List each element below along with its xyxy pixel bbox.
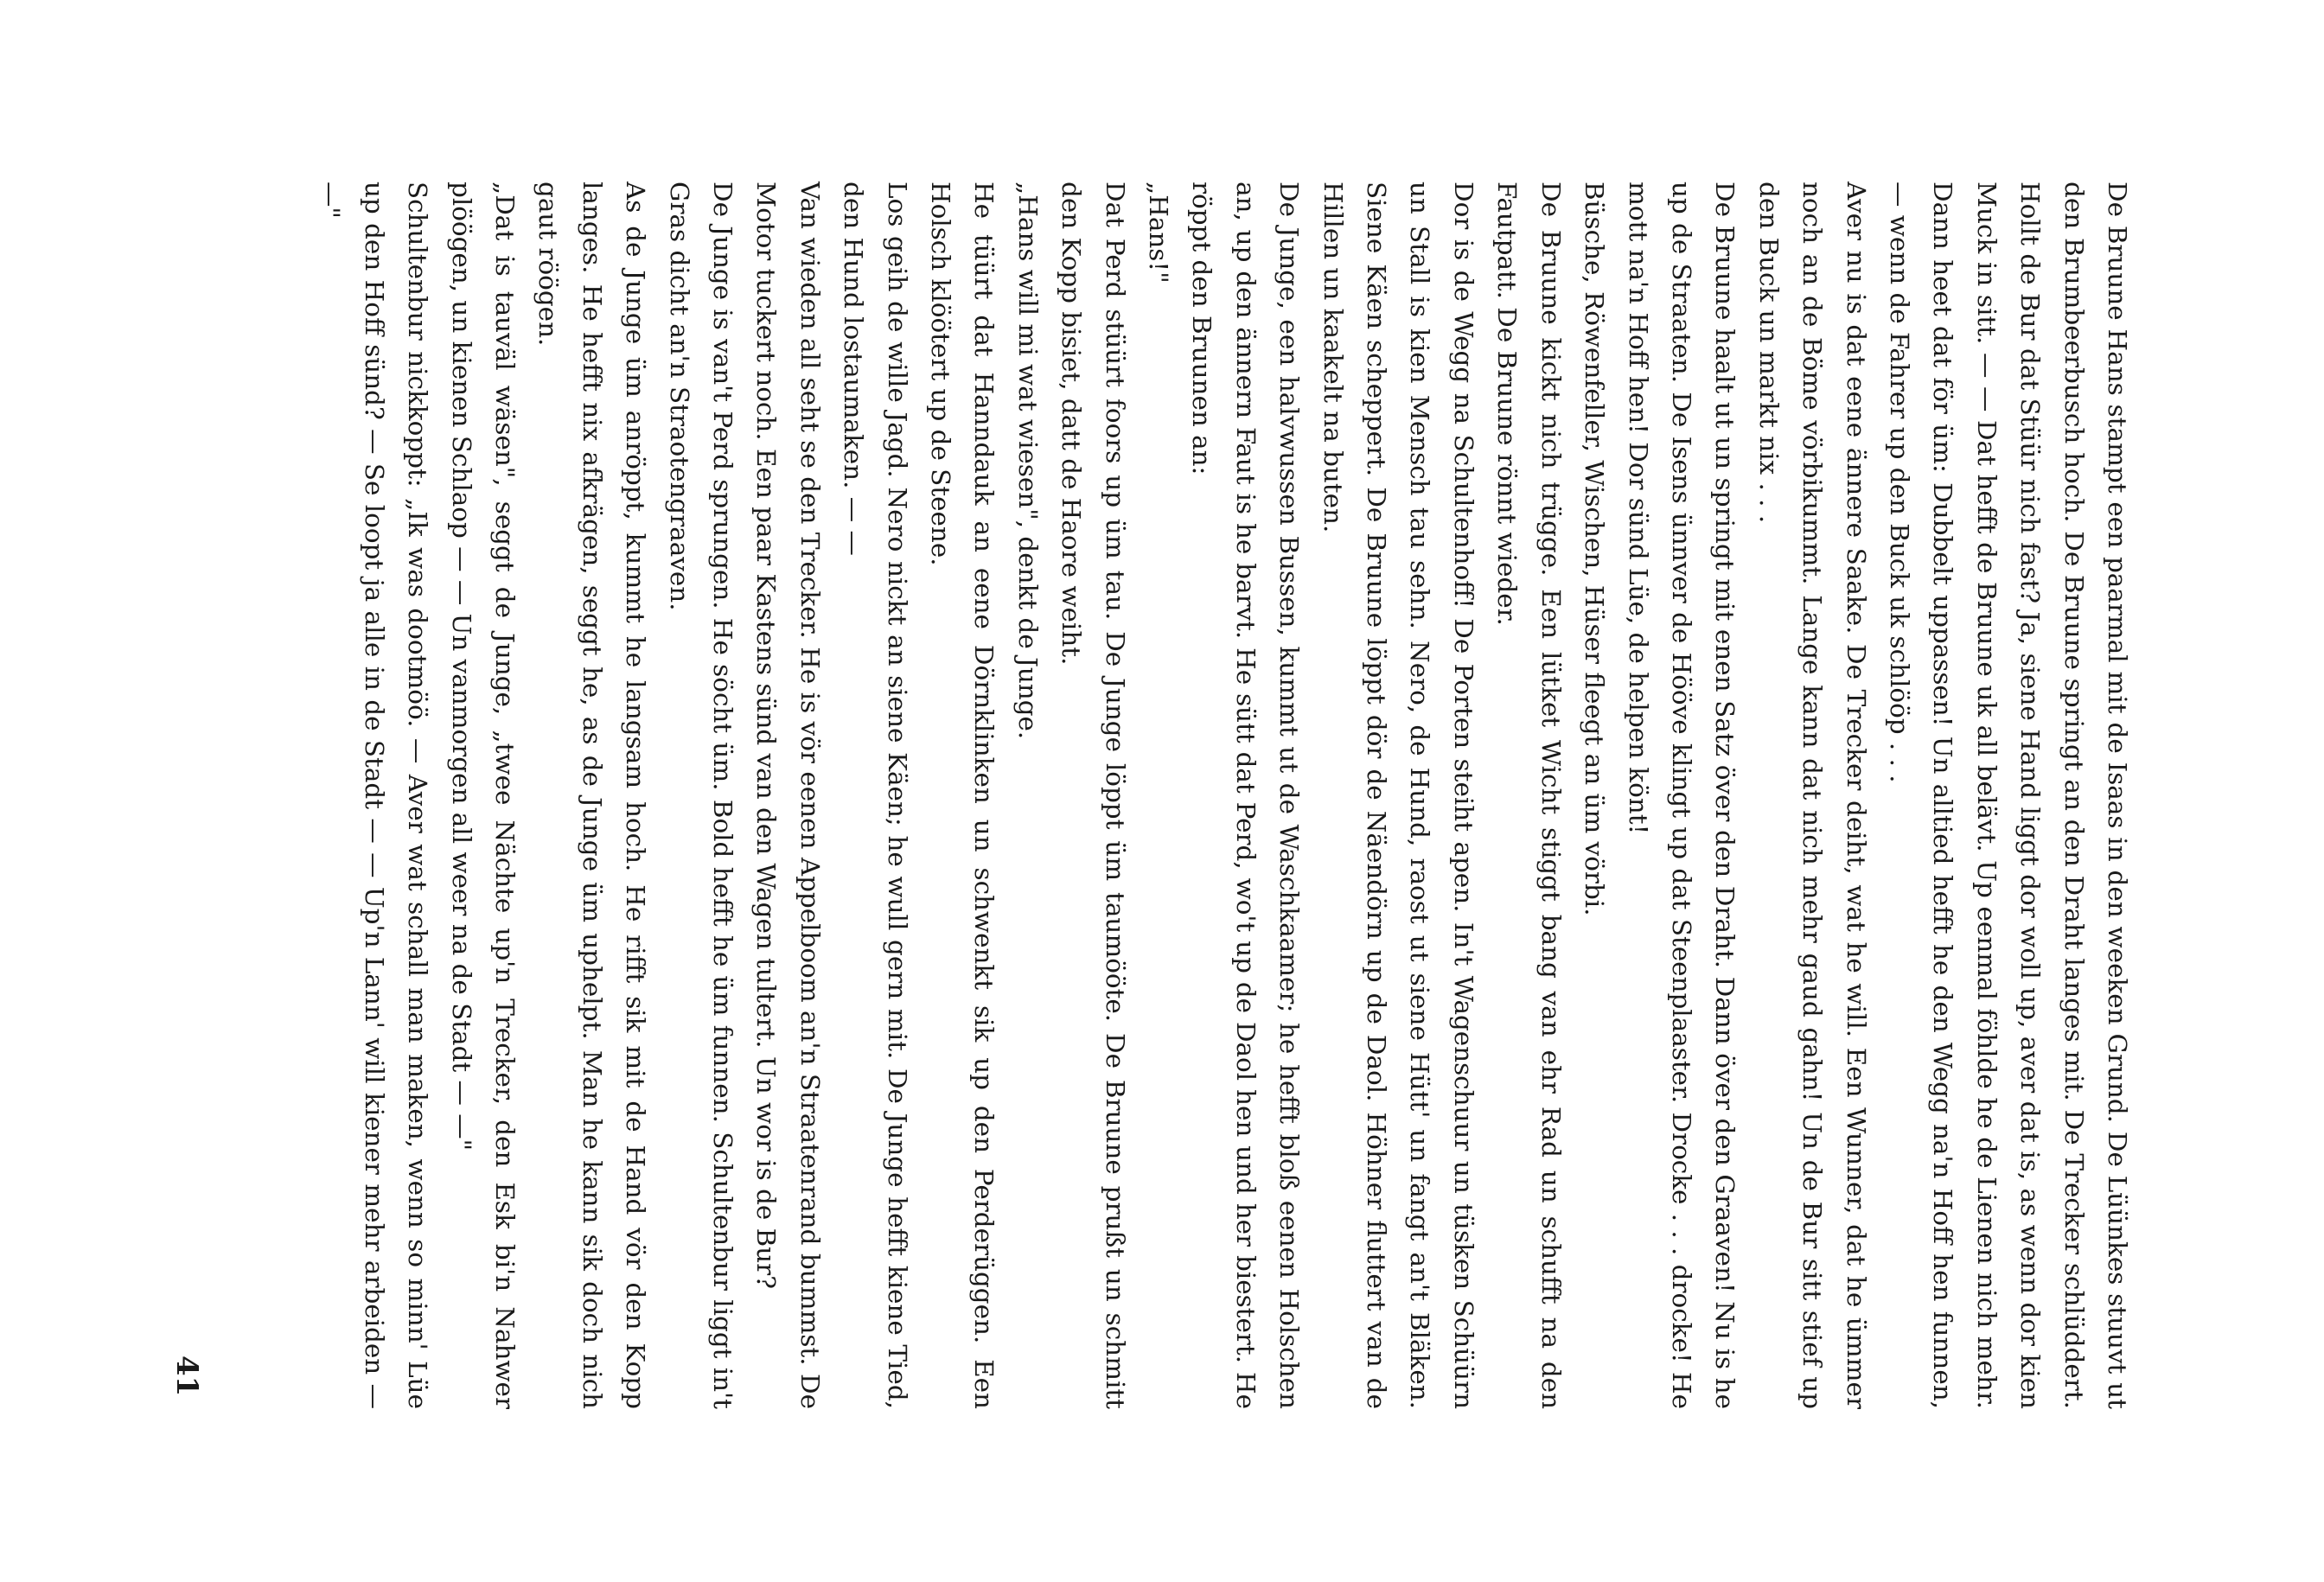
paragraph: As de Junge üm anröppt, kummt he langsam hoch. He rifft sik mit de Hand vör den Kopp langes. He hefft nix afkrägen, seggt he, as de Junge üm uphelpt. Man he kann sik doch nich gaut röögen. [533, 182, 651, 1409]
paragraph: He tüürt dat Hanndauk an eene Dörnklinken un schwenkt sik up den Perderüggen. Een Holsch klöötert up de Steene. [926, 182, 999, 1409]
paragraph: Los geih de wille Jagd. Nero nickt an siene Käen; he wull gern mit. De Junge hefft kiene Tied, den Hund lostaumaken. — — [839, 182, 912, 1409]
paragraph: „Hans will mi wat wiesen", denkt de Junge. [1012, 182, 1043, 740]
paragraph: Dat Perd stüürt foors up üm tau. De Junge löppt üm taumööte. De Bruune prußt un schmitt den Kopp bisiet, datt de Haore weiht. [1057, 182, 1130, 1409]
paragraph: De Bruune haalt ut un springt mit enen Satz över den Draht. Dann över den Graaven! Nu is he up de Straaten. De Isens ünnver de Hööve klingt up dat Steenplaaster. Drocke . . . drocke! He mott na'n Hoff hen! Dor sünd Lüe, de helpen könt! [1623, 182, 1740, 1409]
paragraph: Büsche, Röwenfeller, Wischen, Hüser fleegt an üm vörbi. [1580, 182, 1610, 916]
paragraph: Aver nu is dat eene ännere Saake. De Trecker deiht, wat he will. Een Wunner, dat he ümmer noch an de Böme vörbikummt. Lange kann dat nich mehr gaud gahn! Un de Bur sitt stief up den Buck un markt nix . . . [1753, 182, 1871, 1409]
paragraph: „Hans!" [1144, 182, 1174, 284]
page-number: 41 [169, 1356, 204, 1397]
paragraph: Dor is de Wegg na Schultenhoff! De Porten steiht apen. In't Wagenschuur un tüsken Schüürn un Stall is kien Mensch tau sehn. Nero, de Hund, raost ut siene Hütt' un fangt an't Bläken. Siene Käen scheppert. De Bruune löppt dör de Näendörn up de Daol. Höhner fluttert van de Hillen un kaakelt na buten. [1318, 182, 1478, 1409]
paragraph: De Junge is van't Perd sprungen. He söcht üm. Bold hefft he üm funnen. Schultenbur liggt in't Gras dicht an'n Straotengraaven. [664, 182, 737, 1409]
paragraph: De Bruune Hans stampt een paarmal mit de Isaas in den weeken Grund. De Lüünkes stuuvt ut den Brumbeerbusch hoch. De Bruune springt an den Draht langes mit. De Trecker schlüddert. Hollt de Bur dat Stüür nich fast? Ja, siene Hand liggt dor woll up, aver dat is, as wenn dor kien Muck in sitt. — — Dat hefft de Bruune uk all belävt. Up eenmal föhlde he de Lienen nich mehr. Dann heet dat för üm: Dubbelt uppassen! Un alltied hefft he den Wegg na'n Hoff hen funnen, — wenn de Fahrer up den Buck uk schlööp . . . [1884, 182, 2132, 1409]
paragraph: „Dat is tauväl wäsen", seggt de Junge, „twee Nächte up'n Trecker, den Esk bi'n Nahwer plöögen, un kienen Schlaop — — Un vanmorgen all weer na de Stadt — —" [446, 182, 520, 1409]
paragraph: Van wieden all seht se den Trecker. He is vör eenen Appelboom an'n Straatenrand bummst. De Motor tuckert noch. Een paar Kastens sünd van den Wagen tultert. Un wor is de Bur? [751, 182, 825, 1409]
paragraph: De Junge, een halvwussen Bussen, kummt ut de Waschkaamer; he hefft bloß eenen Holschen an, up den ännern Faut is he barvt. He sütt dat Perd, wo't up de Daol hen und her biestert. He röppt den Bruunen an: [1187, 182, 1305, 1409]
story-text [221, 182, 2139, 1409]
paragraph: Schultenbur nickkoppt: „Ik was dootmöö. — Aver wat schall man maken, wenn so minn' Lüe up den Hoff sünd? — Se loopt ja alle in de Stadt — — Up'n Lann' will kiener mehr arbeiden — —" [316, 182, 433, 1409]
paragraph: De Bruune kickt nich trügge. Een lütket Wicht stiggt bang van ehr Rad un schufft na den Fautpatt. De Bruune rönnt wieder. [1492, 182, 1566, 1409]
